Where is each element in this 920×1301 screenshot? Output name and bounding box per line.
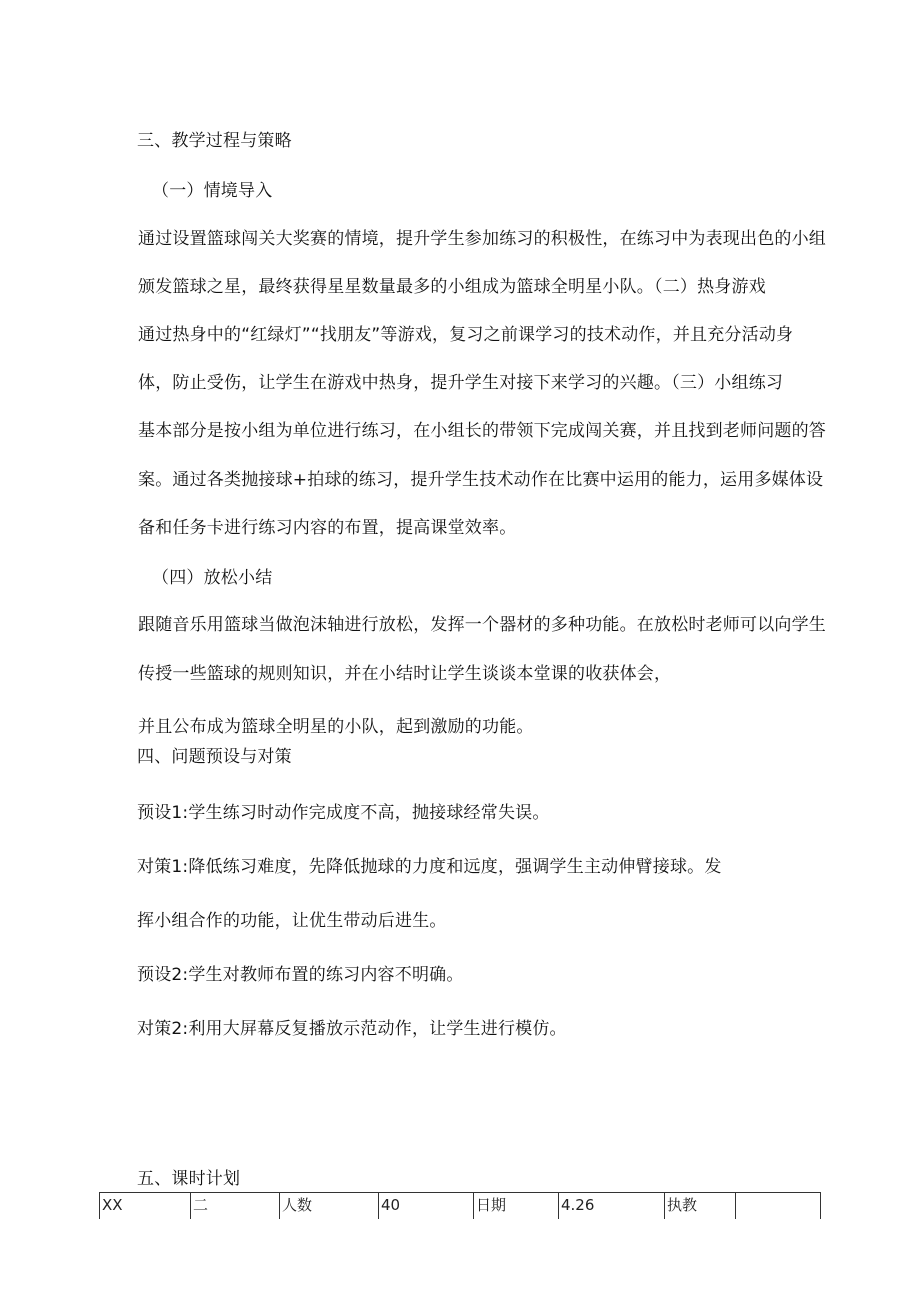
- section-5-heading: 五、课时计划: [137, 1169, 241, 1189]
- paragraph-line: 通过设置篮球闯关大奖赛的情境，提升学生参加练习的积极性，在练习中为表现出色的小组: [138, 229, 826, 249]
- paragraph-line: 通过热身中的“红绿灯”“找朋友”等游戏，复习之前课学习的技术动作，并且充分活动身: [138, 325, 794, 345]
- paragraph-line: 基本部分是按小组为单位进行练习，在小组长的带领下完成闯关赛，并且找到老师问题的答: [138, 421, 826, 441]
- paragraph-line: 并且公布成为篮球全明星的小队，起到激励的功能。: [138, 717, 534, 737]
- table-cell: 执教: [665, 1193, 736, 1220]
- section-3-heading: 三、教学过程与策略: [137, 131, 292, 151]
- paragraph-line: 传授一些篮球的规则知识，并在小结时让学生谈谈本堂课的收获体会，: [138, 664, 672, 684]
- paragraph-line: 案。通过各类抛接球+拍球的练习，提升学生技术动作在比赛中运用的能力，运用多媒体设: [138, 470, 824, 490]
- strategy-2: 对策2:利用大屏幕反复播放示范动作，让学生进行模仿。: [137, 1019, 567, 1039]
- paragraph-line: 跟随音乐用篮球当做泡沫轴进行放松，发挥一个器材的多种功能。在放松时老师可以向学生: [138, 615, 826, 635]
- strategy-1-line: 挥小组合作的功能，让优生带动后进生。: [137, 911, 447, 931]
- subheading-situation-intro: （一）情境导入: [152, 181, 273, 201]
- table-cell: 4.26: [559, 1193, 665, 1220]
- preset-1: 预设1:学生练习时动作完成度不高，抛接球经常失误。: [137, 803, 550, 823]
- table-cell: 人数: [280, 1193, 379, 1220]
- table-cell: 日期: [474, 1193, 559, 1220]
- subheading-relax-summary: （四）放松小结: [152, 568, 273, 588]
- paragraph-line: 备和任务卡进行练习内容的布置，提高课堂效率。: [138, 518, 517, 538]
- preset-2: 预设2:学生对教师布置的练习内容不明确。: [137, 965, 464, 985]
- table-row: [100, 1193, 821, 1220]
- table-cell: 二: [191, 1193, 280, 1220]
- table-cell: XX: [100, 1193, 191, 1220]
- table-cell: [736, 1193, 821, 1220]
- paragraph-line: 体，防止受伤，让学生在游戏中热身，提升学生对接下来学习的兴趣。（三）小组练习: [138, 373, 784, 393]
- paragraph-line: 颁发篮球之星，最终获得星星数量最多的小组成为篮球全明星小队。（二）热身游戏: [138, 277, 766, 297]
- table-cell: 40: [379, 1193, 474, 1220]
- lesson-plan-table: [99, 1192, 821, 1219]
- strategy-1-line: 对策1:降低练习难度，先降低抛球的力度和远度，强调学生主动伸臂接球。发: [137, 857, 722, 877]
- section-4-heading: 四、问题预设与对策: [137, 747, 292, 767]
